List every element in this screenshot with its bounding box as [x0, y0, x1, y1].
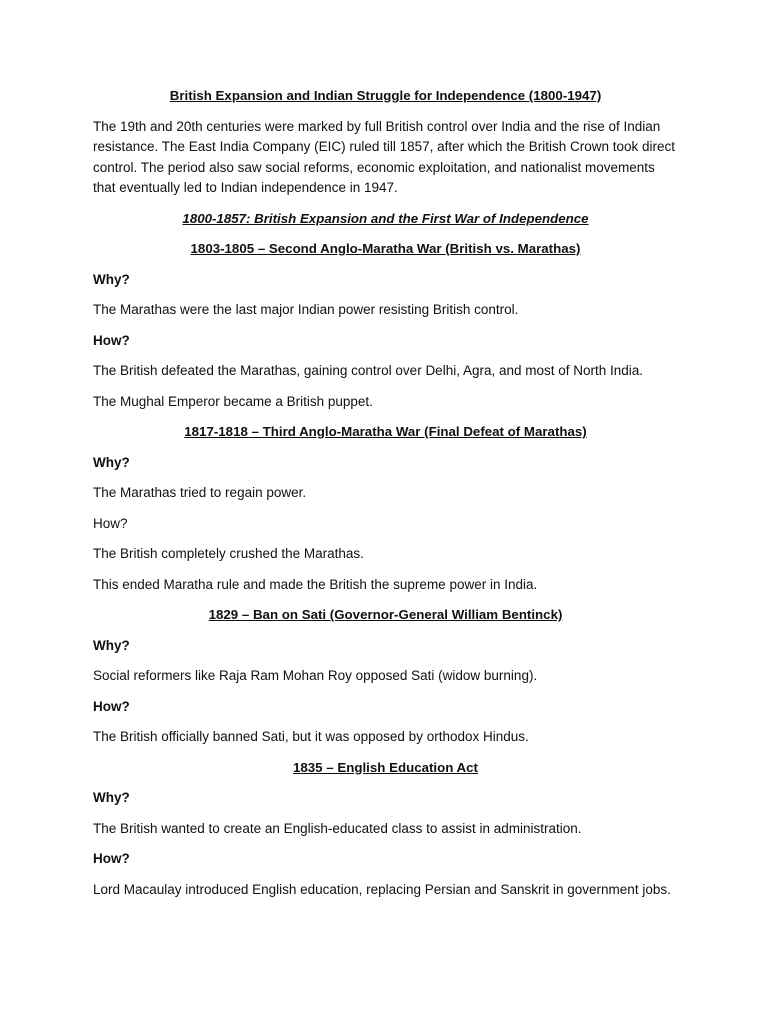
why-label: Why? [93, 454, 130, 470]
why-label: Why? [93, 637, 130, 653]
how-line: Lord Macaulay introduced English education, replacing Persian and Sanskrit in government jobs. [93, 881, 671, 897]
why-label: Why? [93, 790, 130, 805]
how-line: This ended Maratha rule and made the British the supreme power in India. [93, 576, 538, 592]
why-label: Why? [93, 271, 130, 287]
how-label: How? [93, 851, 130, 866]
how-label: How? [93, 332, 130, 348]
how-label: How? [93, 515, 128, 531]
why-text: Social reformers like Raja Ram Mohan Roy opposed Sati (widow burning). [93, 668, 538, 683]
event-heading-1803: 1803-1805 – Second Anglo-Maratha War (British vs. Marathas) [190, 241, 581, 256]
how-line: The Mughal Emperor became a British puppet. [93, 393, 373, 409]
how-label: How? [93, 698, 130, 714]
how-line: The British completely crushed the Marathas. [93, 546, 364, 561]
event-heading-1829: 1829 – Ban on Sati (Governor-General William Bentinck) [208, 607, 563, 622]
document-page [93, 86, 678, 910]
event-heading-1817: 1817-1818 – Third Anglo-Maratha War (Final Defeat of Marathas) [184, 424, 587, 439]
why-text: The Marathas tried to regain power. [93, 485, 307, 500]
why-text: The British wanted to create an English-educated class to assist in administration. [93, 820, 582, 836]
document-title: British Expansion and Indian Struggle for Independence (1800-1947) [169, 88, 602, 103]
event-heading-1835: 1835 – English Education Act [293, 759, 478, 775]
section-title: 1800-1857: British Expansion and the First War of Independence [182, 210, 589, 226]
how-line: The British officially banned Sati, but it was opposed by orthodox Hindus. [93, 729, 529, 744]
how-line: The British defeated the Marathas, gaining control over Delhi, Agra, and most of North India. [93, 363, 644, 378]
why-text: The Marathas were the last major Indian power resisting British control. [93, 302, 519, 317]
intro-paragraph: The 19th and 20th centuries were marked by full British control over India and the rise of Indian resistance. The East India Company (EIC) ruled till 1857, after which the British Crown took direct control. The period also saw social reforms, economic exploitation, and nationalist movements that eventually led to Indian independence in 1947. [93, 118, 676, 195]
